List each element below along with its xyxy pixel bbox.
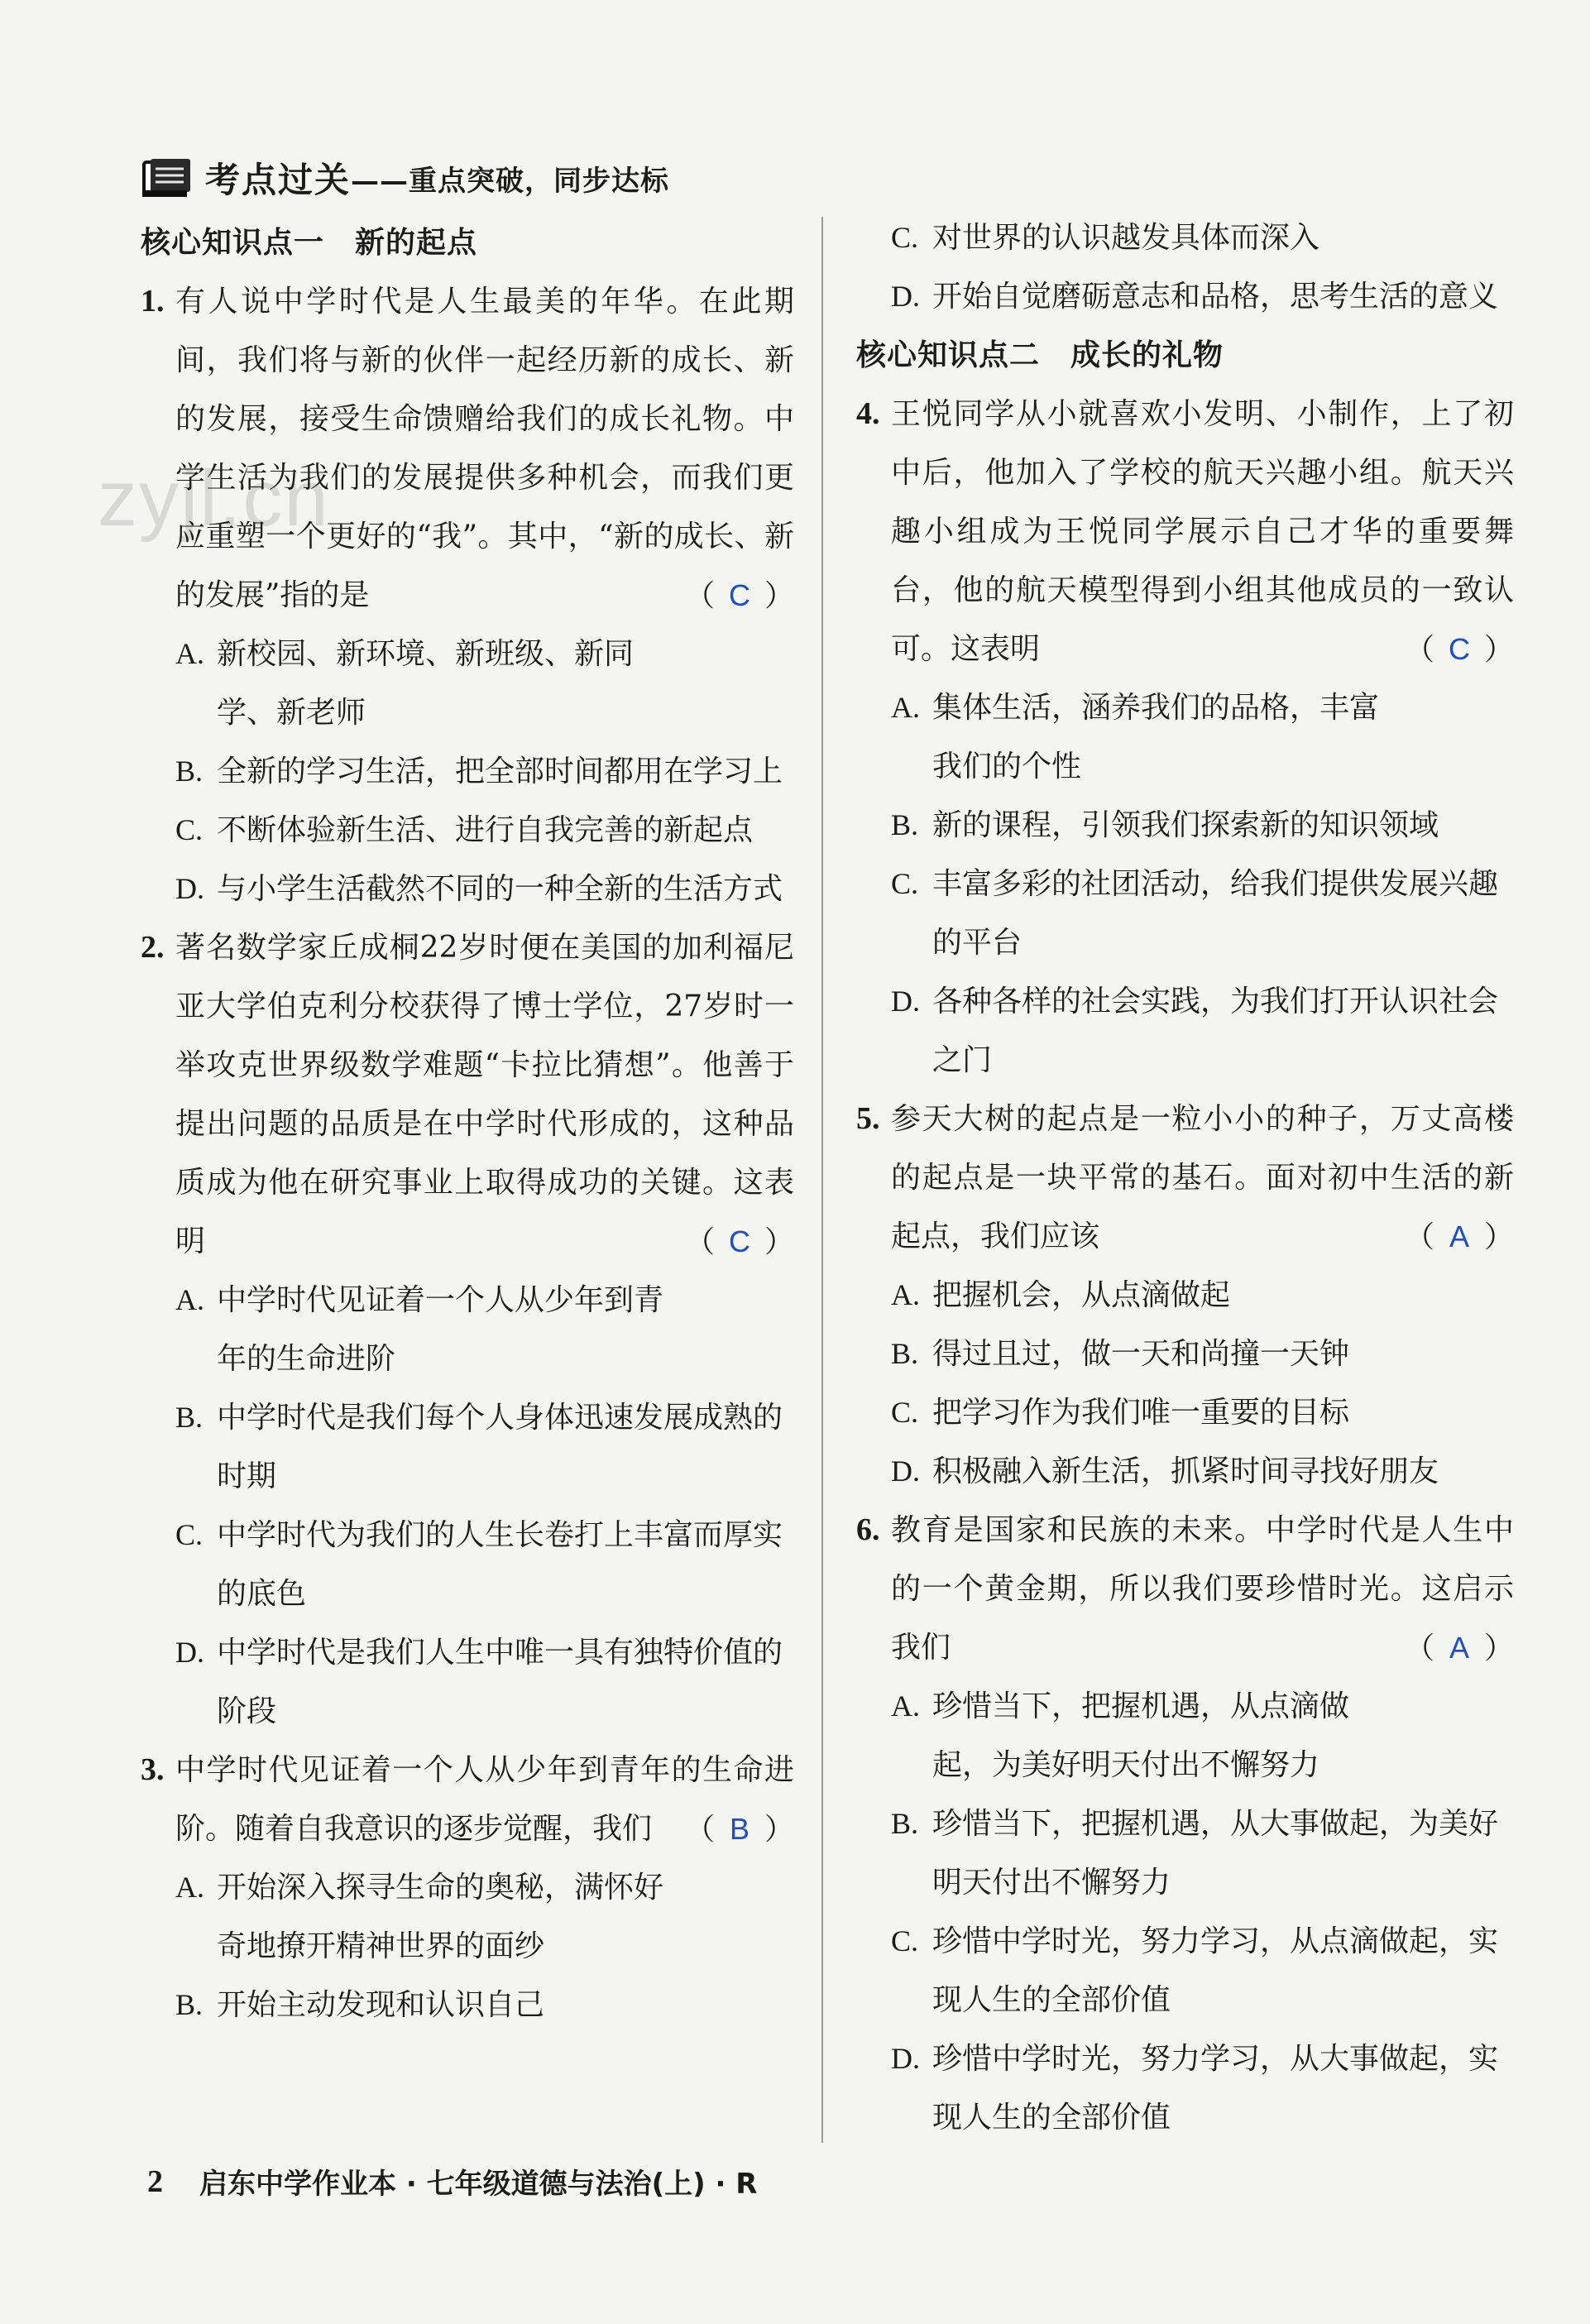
option-text: 开始主动发现和认识自己 [217,1988,545,2022]
option [856,2029,1514,2147]
question-4 [856,385,1514,678]
option-text: 中学时代为我们的人生长卷打上丰富而厚实的底色 [217,1518,783,1611]
option-label: D. [891,2042,920,2075]
option [141,1858,794,1976]
question-2 [141,918,794,1271]
option [856,1677,1514,1795]
option-text: 珍惜当下，把握机遇，从点滴做起，为美好明天付出不懈努力 [932,1689,1350,1782]
question-5 [856,1090,1514,1266]
answer-letter: C [728,1224,750,1258]
option-label: B. [175,1401,204,1434]
answer-letter: A [1449,1631,1469,1665]
question-stem: 有人说中学时代是人生最美的年华。在此期间，我们将与新的伙伴一起经历新的成长、新的发展，接受生命馈赠给我们的成长礼物。中学生活为我们的发展提供多种机会，而我们更应重塑一个更好的“我”。其中，“新的成长、新的发展”指的是 [175,285,794,612]
option-text: 珍惜中学时光，努力学习，从点滴做起，实现人生的全部价值 [932,1924,1499,2017]
question-number: 2. [141,930,165,965]
watermark: zyjl.cn [98,454,330,543]
option-text: 中学时代是我们每个人身体迅速发展成熟的时期 [217,1401,783,1493]
option-label: D. [175,872,204,905]
question-6 [856,1501,1514,1677]
answer-bracket: （ B ） [685,1799,794,1859]
option [856,1325,1514,1383]
option-label: B. [891,1337,919,1370]
answer-letter: A [1449,1220,1469,1253]
option-text: 开始自觉磨砺意志和品格，思考生活的意义 [932,280,1499,314]
option-label: C. [175,1518,204,1551]
question-number: 5. [856,1101,880,1136]
option-label: B. [891,1807,919,1840]
option-text: 中学时代见证着一个人从少年到青年的生命进阶 [217,1283,664,1376]
answer-bracket: （ C ） [685,566,794,625]
option-label: A. [175,1871,204,1904]
option [856,1266,1514,1325]
option-text: 中学时代是我们人生中唯一具有独特价值的阶段 [217,1636,783,1728]
option-text: 对世界的认识越发具体而深入 [932,221,1320,255]
option-text: 珍惜当下，把握机遇，从大事做起，为美好明天付出不懈努力 [932,1807,1499,1900]
option-text: 珍惜中学时光，努力学习，从大事做起，实现人生的全部价值 [932,2042,1499,2135]
question-1 [141,272,794,625]
option-label: A. [891,1278,920,1311]
question-stem: 参天大树的起点是一粒小小的种子，万丈高楼的起点是一块平常的基石。面对初中生活的新起点，我们应该 [891,1102,1514,1253]
option-label: D. [891,1454,920,1488]
section-heading-2: 核心知识点二 成长的礼物 [856,338,1224,372]
option-label: C. [891,1924,919,1957]
answer-letter: C [1448,632,1470,666]
question-number: 6. [856,1512,880,1547]
option-text: 各种各样的社会实践，为我们打开认识社会之门 [932,985,1499,1077]
option-text: 与小学生活截然不同的一种全新的生活方式 [217,872,783,906]
answer-bracket: （ C ） [1405,620,1514,679]
option-label: C. [891,221,919,254]
question-number: 4. [856,396,880,431]
option-text: 开始深入探寻生命的奥秘，满怀好奇地撩开精神世界的面纱 [217,1871,664,1963]
option [856,1442,1514,1501]
option [856,972,1514,1090]
option [141,625,794,742]
option-label: A. [175,637,204,670]
option-label: B. [175,755,204,788]
option-text: 丰富多彩的社团活动，给我们提供发展兴趣的平台 [932,867,1499,960]
option [141,1623,794,1741]
right-column [856,208,1514,2147]
question-stem: 著名数学家丘成桐22岁时便在美国的加利福尼亚大学伯克利分校获得了博士学位，27岁时一举攻克世界级数学难题“卡拉比猜想”。他善于提出问题的品质是在中学时代形成的，这种品质成为他在研究事业上取得成功的关键。这表明 [175,931,794,1258]
question-number: 3. [141,1752,165,1787]
option [856,1795,1514,1912]
option-label: A. [891,691,920,724]
option-text: 把握机会，从点滴做起 [932,1278,1231,1312]
option-label: B. [175,1988,204,2021]
answer-bracket: （ A ） [1405,1207,1514,1267]
option [856,1912,1514,2029]
option-label: D. [175,1636,204,1669]
option-text: 全新的学习生活，把全部时间都用在学习上 [217,755,783,788]
answer-bracket: （ C ） [685,1212,794,1272]
answer-bracket: （ A ） [1405,1618,1514,1678]
option-label: D. [891,280,920,313]
option [141,860,794,918]
option-text: 集体生活，涵养我们的品格，丰富我们的个性 [932,691,1380,783]
option [856,1383,1514,1442]
option-label: A. [175,1283,204,1316]
option [856,208,1514,267]
option-text: 新校园、新环境、新班级、新同学、新老师 [217,637,635,730]
option-label: D. [891,985,920,1018]
column-divider [821,217,823,2143]
question-stem: 教育是国家和民族的未来。中学时代是人生中的一个黄金期，所以我们要珍惜时光。这启示我们 [891,1513,1514,1665]
option [141,1506,794,1623]
question-stem: 中学时代见证着一个人从少年到青年的生命进阶。随着自我意识的逐步觉醒，我们 [175,1753,794,1846]
option [141,1388,794,1506]
option-text: 把学习作为我们唯一重要的目标 [932,1396,1350,1430]
question-stem: 王悦同学从小就喜欢小发明、小制作，上了初中后，他加入了学校的航天兴趣小组。航天兴趣小组成为王悦同学展示自己才华的重要舞台，他的航天模型得到小组其他成员的一致认可。这表明 [891,397,1514,666]
option [856,678,1514,796]
answer-letter: B [729,1812,750,1846]
header-title: 考点过关 [205,160,352,200]
question-number: 1. [141,284,165,319]
page-number: 2 [147,2163,163,2199]
option [141,801,794,860]
option-text: 新的课程，引领我们探索新的知识领域 [932,808,1439,842]
answer-letter: C [728,578,750,612]
option [856,267,1514,326]
book-title: 启东中学作业本 · 七年级道德与法治(上) · R [199,2168,758,2201]
header-subtitle: ——重点突破，同步达标 [351,164,670,198]
question-3 [141,1741,794,1858]
option-text: 不断体验新生活、进行自我完善的新起点 [217,813,754,847]
option-text: 得过且过，做一天和尚撞一天钟 [932,1337,1350,1371]
option-label: A. [891,1689,920,1723]
option-label: C. [891,867,919,900]
option [141,1271,794,1388]
option-label: C. [891,1396,919,1429]
section-heading-1: 核心知识点一 新的起点 [141,226,478,260]
option [856,855,1514,972]
book-icon [141,157,194,199]
section-header [141,149,669,207]
option-label: C. [175,813,204,846]
option [856,796,1514,855]
option-text: 积极融入新生活，抓紧时间寻找好朋友 [932,1454,1439,1488]
option-label: B. [891,808,919,841]
left-column [141,213,794,2034]
option [141,742,794,801]
page-footer [147,2161,757,2202]
option [141,1976,794,2034]
